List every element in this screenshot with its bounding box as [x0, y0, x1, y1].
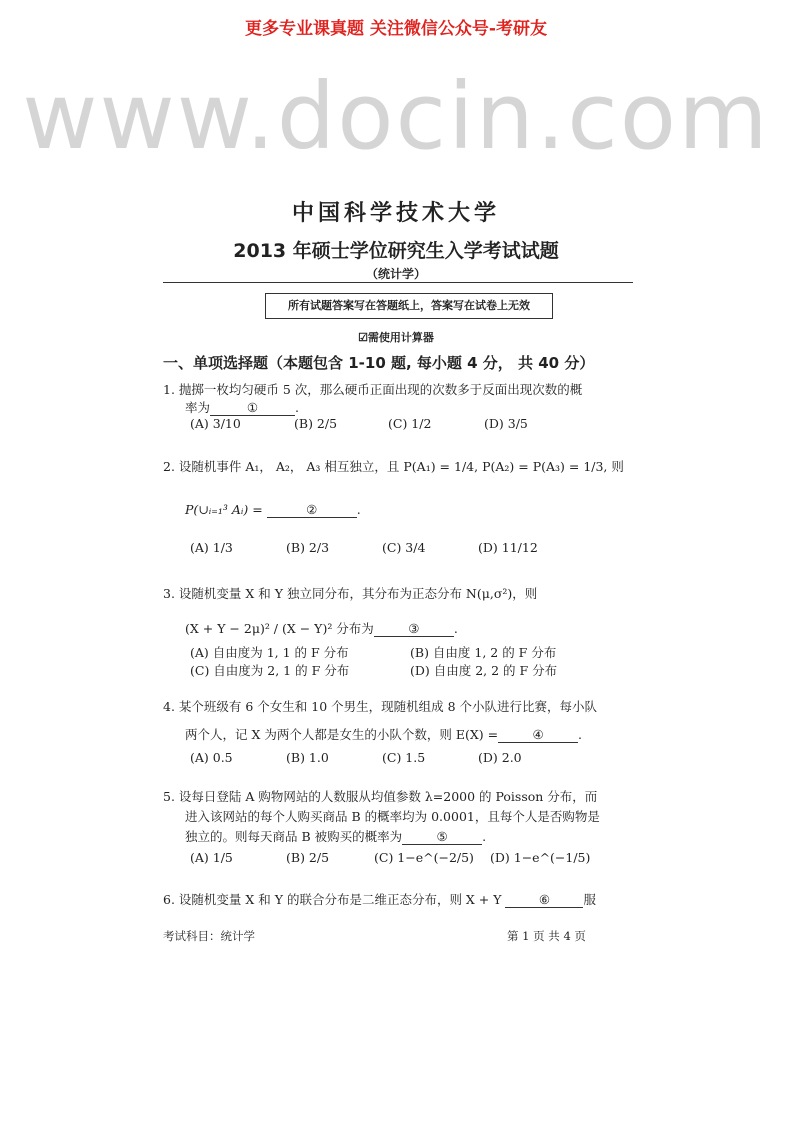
promo-banner: 更多专业课真题 关注微信公众号-考研友	[245, 19, 547, 39]
option: (D) 3/5	[484, 416, 528, 431]
q1-prefix: 率为	[185, 400, 211, 415]
question-6-text	[163, 890, 596, 908]
option: (C) 自由度为 2, 1 的 F 分布	[190, 663, 350, 678]
option: (A) 1/3	[190, 540, 233, 555]
divider	[163, 282, 633, 283]
option: (A) 0.5	[190, 750, 233, 765]
question-5-line3: 独立的。则每天商品 B 被购买的概率为 ⑤ .	[185, 829, 487, 844]
option: (A) 1/5	[190, 850, 233, 865]
section-heading: 一、单项选择题（本题包含 1-10 题, 每小题 4 分， 共 40 分）	[163, 354, 595, 372]
option: (D) 11/12	[478, 540, 538, 555]
question-5-line2: 进入该网站的每个人购买商品 B 的概率均为 0.0001，且每个人是否购物是	[185, 809, 600, 824]
question-4-line2: 两个人，记 X 为两个人都是女生的小队个数，则 E(X) = ④ .	[185, 727, 583, 742]
question-2-line2: P(∪ᵢ₌₁³ Aᵢ) = ② .	[185, 502, 361, 517]
footer-subject: 考试科目：统计学	[163, 929, 255, 943]
option: (D) 2.0	[478, 750, 522, 765]
q3-expression: (X + Y − 2μ)² / (X − Y)² 分布为	[185, 621, 374, 636]
option: (C) 1.5	[382, 750, 426, 765]
footer-page-number: 第 1 页 共 4 页	[507, 929, 586, 943]
option: (B) 2/3	[286, 540, 330, 555]
union-formula: P(∪ᵢ₌₁³ Aᵢ) =	[185, 502, 263, 517]
exam-title: 2013 年硕士学位研究生入学考试试题	[233, 240, 559, 262]
watermark: www.docin.com	[22, 63, 770, 170]
question-3-text: 3. 设随机变量 X 和 Y 独立同分布，其分布为正态分布 N(μ,σ²)，则	[163, 586, 538, 601]
question-5-text: 5. 设每日登陆 A 购物网站的人数服从均值参数 λ=2000 的 Poisson 分布，而	[163, 789, 598, 804]
question-1-text: 1. 抛掷一枚均匀硬币 5 次，那么硬币正面出现的次数多于反面出现次数的概	[163, 382, 583, 397]
answer-blank: ⑤	[402, 829, 482, 845]
exam-subject: （统计学）	[365, 267, 426, 281]
option: (B) 2/5	[294, 416, 338, 431]
q4-prefix: 两个人，记 X 为两个人都是女生的小队个数，则 E(X) =	[185, 727, 499, 742]
answer-blank: ④	[498, 727, 578, 743]
option: (C) 1−e^(−2/5)	[374, 850, 474, 865]
option: (A) 3/10	[190, 416, 241, 431]
option: (D) 自由度 2, 2 的 F 分布	[410, 663, 558, 678]
option: (B) 1.0	[286, 750, 329, 765]
notice-box: 所有试题答案写在答题纸上，答案写在试卷上无效	[265, 293, 553, 319]
question-3-line2: (X + Y − 2μ)² / (X − Y)² 分布为 ③ .	[185, 621, 458, 636]
option: (B) 2/5	[286, 850, 330, 865]
q5-prefix: 独立的。则每天商品 B 被购买的概率为	[185, 829, 403, 844]
option: (B) 自由度 1, 2 的 F 分布	[410, 645, 557, 660]
q6-tail: 服	[583, 892, 596, 907]
answer-blank: ⑥	[505, 892, 583, 908]
question-1-line2: 率为 ① .	[185, 400, 299, 415]
university-name: 中国科学技术大学	[291, 200, 500, 226]
answer-blank: ③	[374, 621, 454, 637]
option: (D) 1−e^(−1/5)	[490, 850, 591, 865]
option: (A) 自由度为 1, 1 的 F 分布	[190, 645, 349, 660]
answer-blank: ①	[210, 400, 295, 416]
answer-blank: ②	[267, 502, 357, 518]
q6-prefix: 6. 设随机变量 X 和 Y 的联合分布是二维正态分布，则 X + Y	[163, 892, 502, 907]
option: (C) 1/2	[388, 416, 432, 431]
option: (C) 3/4	[382, 540, 426, 555]
question-4-text: 4. 某个班级有 6 个女生和 10 个男生，现随机组成 8 个小队进行比赛，每小队	[163, 699, 598, 714]
calculator-note: ☑需使用计算器	[358, 331, 434, 344]
question-2-text: 2. 设随机事件 A₁， A₂， A₃ 相互独立，且 P(A₁) = 1/4, P(A₂) = P(A₃) = 1/3, 则	[163, 459, 624, 474]
